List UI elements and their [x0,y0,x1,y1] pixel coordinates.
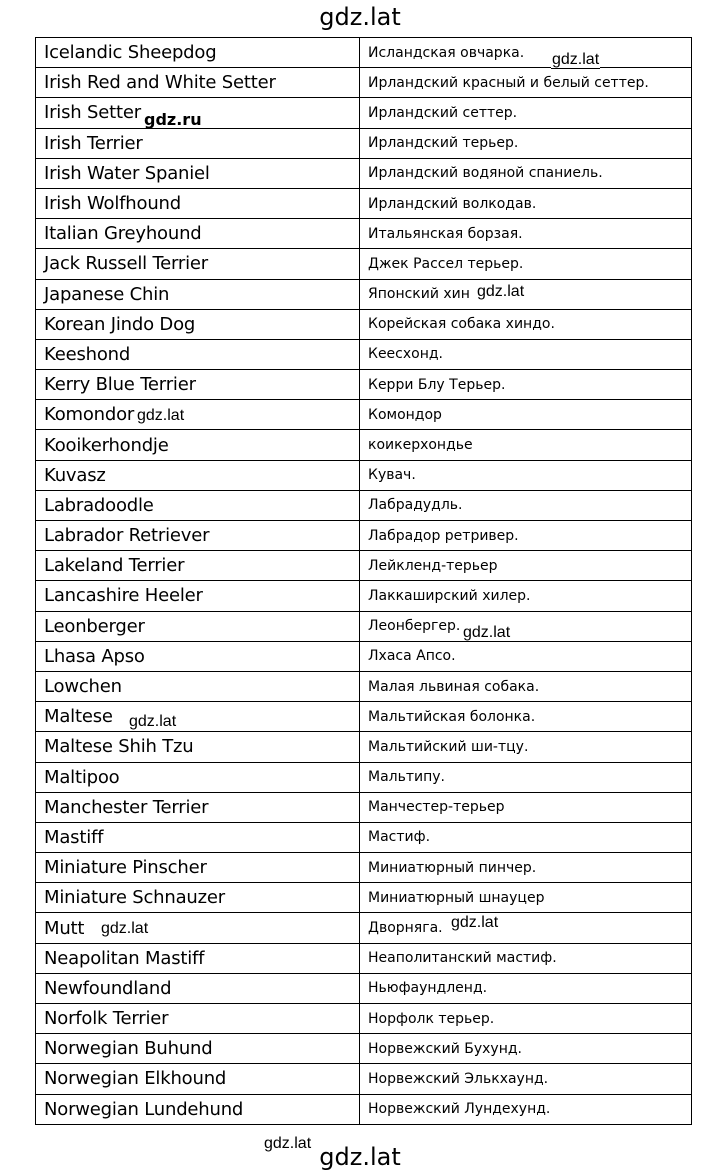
table-row [36,279,692,309]
breed-russian-cell: Дворняга. [360,913,692,943]
table-row [36,671,692,701]
breed-english-cell: Maltese Shih Tzu [36,732,360,762]
breed-english-cell: Newfoundland [36,973,360,1003]
breed-english-cell: Norwegian Buhund [36,1034,360,1064]
watermark: gdz.lat [129,713,177,730]
breed-english-cell: Leonberger [36,611,360,641]
breed-russian-cell: Мастиф. [360,822,692,852]
table-row [36,158,692,188]
breed-russian-cell: Лхаса Апсо. [360,641,692,671]
table-row [36,249,692,279]
breed-english-cell: Maltese [36,702,360,732]
breed-english-cell: Norwegian Lundehund [36,1094,360,1124]
breed-russian-cell: Лабрадудль. [360,490,692,520]
breed-english-cell: Keeshond [36,339,360,369]
breed-english-cell: Kuvasz [36,460,360,490]
breed-english-cell: Korean Jindo Dog [36,309,360,339]
breed-english-cell: Irish Red and White Setter [36,68,360,98]
breed-russian-cell: Леонбергер. [360,611,692,641]
breed-russian-cell: Итальянская борзая. [360,219,692,249]
breed-russian-cell: Лейкленд-терьер [360,551,692,581]
breed-english-cell: Irish Water Spaniel [36,158,360,188]
breed-english-cell: Miniature Pinscher [36,853,360,883]
breed-russian-cell: Ирландский терьер. [360,128,692,158]
breed-russian-cell: Мальтипу. [360,762,692,792]
breed-english-cell: Lakeland Terrier [36,551,360,581]
breed-russian-cell: Малая львиная собака. [360,671,692,701]
breed-russian-cell: Комондор [360,400,692,430]
breed-russian-cell: Лабрадор ретривер. [360,521,692,551]
table-row [36,822,692,852]
table-row [36,1064,692,1094]
watermark: gdz.lat [451,914,499,931]
breed-english-cell: Italian Greyhound [36,219,360,249]
table-row [36,521,692,551]
table-row [36,943,692,973]
breed-english-cell: Lhasa Apso [36,641,360,671]
breed-english-cell: Kerry Blue Terrier [36,370,360,400]
table-row [36,68,692,98]
breed-russian-cell: Кеесхонд. [360,339,692,369]
breed-russian-cell: Неаполитанский мастиф. [360,943,692,973]
breed-english-cell: Japanese Chin [36,279,360,309]
watermark: gdz.lat [477,283,525,300]
breed-english-cell: Komondor [36,400,360,430]
breed-english-cell: Lowchen [36,671,360,701]
breed-russian-cell: Норфолк терьер. [360,1004,692,1034]
breed-russian-cell: Лаккаширский хилер. [360,581,692,611]
table-row [36,551,692,581]
breed-russian-cell: Кувач. [360,460,692,490]
breed-russian-cell: Керри Блу Терьер. [360,370,692,400]
watermark: gdz.lat [101,920,149,937]
breed-russian-cell: коикерхондье [360,430,692,460]
breed-english-cell: Lancashire Heeler [36,581,360,611]
table-row [36,400,692,430]
breed-english-cell: Neapolitan Mastiff [36,943,360,973]
breed-english-cell: Mastiff [36,822,360,852]
table-body [36,38,692,1125]
table-row [36,641,692,671]
table-row [36,581,692,611]
breed-english-cell: Icelandic Sheepdog [36,38,360,68]
breed-english-cell: Kooikerhondje [36,430,360,460]
site-header-watermark: gdz.lat [319,3,401,31]
table-row [36,1034,692,1064]
watermark: gdz.ru [144,110,202,129]
breed-russian-cell: Ньюфаундленд. [360,973,692,1003]
table-row [36,853,692,883]
breed-russian-cell: Норвежский Элькхаунд. [360,1064,692,1094]
table-row [36,98,692,128]
watermark: gdz.lat [552,51,600,68]
watermark: gdz.lat [137,407,185,424]
watermark: gdz.lat [463,624,511,641]
table-row [36,1094,692,1124]
table-row [36,219,692,249]
breed-russian-cell: Ирландский сеттер. [360,98,692,128]
table-row [36,370,692,400]
breed-russian-cell: Японский хин [360,279,692,309]
breed-russian-cell: Корейская собака хиндо. [360,309,692,339]
table-row [36,490,692,520]
breed-russian-cell: Манчестер-терьер [360,792,692,822]
table-row [36,188,692,218]
breed-english-cell: Irish Setter [36,98,360,128]
breed-russian-cell: Миниатюрный пинчер. [360,853,692,883]
table-row [36,1004,692,1034]
table-row [36,339,692,369]
table-row [36,460,692,490]
breed-english-cell: Mutt [36,913,360,943]
breed-russian-cell: Ирландский красный и белый сеттер. [360,68,692,98]
table-row [36,973,692,1003]
breed-english-cell: Labrador Retriever [36,521,360,551]
breed-english-cell: Norfolk Terrier [36,1004,360,1034]
breed-english-cell: Miniature Schnauzer [36,883,360,913]
breed-russian-cell: Мальтийский ши-тцу. [360,732,692,762]
site-footer-watermark: gdz.lat [319,1143,401,1171]
dog-breeds-table [35,37,692,1125]
breed-russian-cell: Исландская овчарка. [360,38,692,68]
breed-english-cell: Maltipoo [36,762,360,792]
breed-russian-cell: Ирландский водяной спаниель. [360,158,692,188]
breed-english-cell: Irish Wolfhound [36,188,360,218]
breed-russian-cell: Ирландский волкодав. [360,188,692,218]
table-row [36,732,692,762]
table-row [36,128,692,158]
table-row [36,762,692,792]
table-row [36,611,692,641]
watermark: gdz.lat [264,1135,312,1152]
breed-russian-cell: Джек Рассел терьер. [360,249,692,279]
table-row [36,883,692,913]
breed-english-cell: Norwegian Elkhound [36,1064,360,1094]
breed-russian-cell: Норвежский Лундехунд. [360,1094,692,1124]
breed-russian-cell: Миниатюрный шнауцер [360,883,692,913]
table-row [36,309,692,339]
breed-english-cell: Jack Russell Terrier [36,249,360,279]
breed-russian-cell: Мальтийская болонка. [360,702,692,732]
breed-english-cell: Labradoodle [36,490,360,520]
table-row [36,792,692,822]
breed-russian-cell: Норвежский Бухунд. [360,1034,692,1064]
breed-english-cell: Irish Terrier [36,128,360,158]
table-row [36,430,692,460]
breed-english-cell: Manchester Terrier [36,792,360,822]
